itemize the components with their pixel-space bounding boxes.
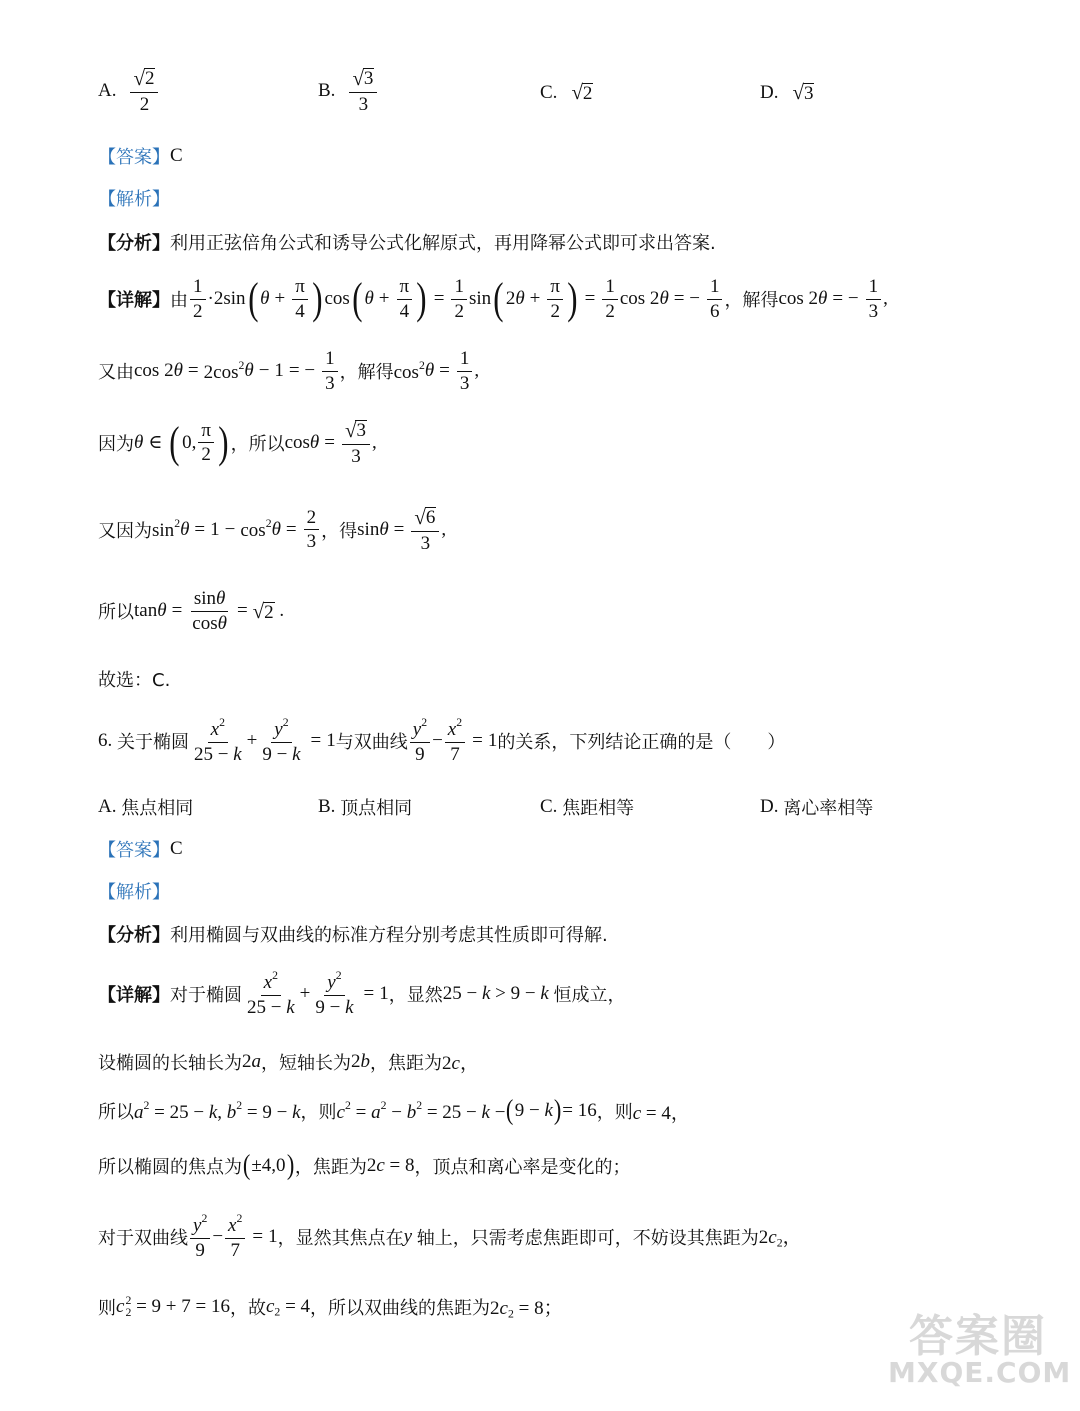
fraction: $\frac{y^2}{9 - k}$ — [262, 716, 301, 765]
fraction: $\frac{x^2}{7}$ — [225, 1212, 245, 1262]
fraction: $\frac{y^2}{9 - k}$ — [315, 969, 354, 1018]
stem-text: 的关系，下列结论正确的是（ ） — [497, 731, 786, 753]
step-text: 对于双曲线 — [98, 1227, 188, 1249]
fenxi-text: 利用椭圆与双曲线的标准方程分别考虑其性质即可得解. — [170, 925, 608, 946]
detail-step-3: 所以 $a^2 = 25 - k$, $b^2 = 9 - k$ ，则 $c^2 = a^2 - b^2 = 25 - k$ − ( 9 − k ) = 16 ，则 c = 4， — [98, 1095, 690, 1126]
option-a — [98, 66, 160, 116]
fenxi-tag: 【分析】 — [98, 233, 170, 254]
stem-text: 与双曲线 — [335, 731, 408, 753]
step-text: ，短轴长为 — [261, 1052, 351, 1074]
step-text: ，解得 — [724, 290, 779, 312]
detail-step-5: 所以 tan θ = $\frac{\sin\theta}{\cos\theta}$ = √ 2 . — [98, 588, 285, 634]
detail-step-3: 因为 θ ∈ ( 0, $\frac{\pi}{2}$ ) ，所以 cos θ = √ 3 3 , — [98, 417, 377, 467]
option-letter: B. — [318, 796, 336, 817]
step-text: ，所以 — [230, 433, 285, 455]
fraction: $\frac{x^2}{25 - k}$ — [247, 969, 295, 1018]
step-text: 所以 — [98, 1102, 134, 1123]
step-text: 对于椭圆 — [170, 984, 242, 1006]
analysis-heading — [98, 878, 170, 904]
option-a — [98, 794, 193, 820]
option-text: 顶点相同 — [340, 798, 413, 819]
step-text: ，故 — [229, 1298, 266, 1320]
option-text: 焦点相同 — [121, 798, 194, 819]
answer-line — [98, 143, 183, 169]
fraction: $\frac{y^2}{9}$ — [410, 716, 430, 766]
fraction: $\frac{x^2}{7}$ — [445, 716, 465, 766]
answer-value: C — [170, 838, 183, 859]
option-letter: C. — [540, 796, 558, 817]
option-letter: D. — [760, 796, 779, 817]
fraction: $\frac{1}{6}$ — [707, 276, 723, 323]
question-6-stem: 6. 关于椭圆 $\frac{x^2}{25 - k}$ + $\frac{y^2}{9 - k}$ = 1 与双曲线 $\frac{y^2}{9}$ − $\frac{x^2}{7}$ = 1 的关系，下列结论正确的是（ ） — [98, 716, 786, 765]
xiangjie-tag: 【详解】 — [98, 290, 170, 312]
step-text: ，顶点和离心率是变化的； — [414, 1157, 631, 1178]
option-letter: B. — [318, 79, 336, 101]
fraction: $\frac{\pi}{2}$ — [198, 420, 214, 467]
fraction: $\frac{\pi}{4}$ — [397, 276, 413, 323]
step-text: ，得 — [321, 520, 358, 542]
answer-tag: 【答案】 — [98, 147, 170, 168]
option-b — [318, 794, 412, 820]
fraction: $\frac{1}{3}$ — [866, 276, 882, 323]
conclusion — [98, 666, 170, 692]
fenxi-text: 利用正弦倍角公式和诱导公式化解原式，再用降幂公式即可求出答案. — [170, 233, 716, 254]
detail-step-2: 又由 cos 2 θ = $2\cos^2$ θ − 1 = − $\frac{1}{3}$ ，解得 $\cos^2$ θ = $\frac{1}{3}$ , — [98, 348, 480, 394]
analysis-tag: 【解析】 — [98, 882, 170, 903]
step-text: ，则 — [300, 1102, 337, 1123]
detail-step-2: 设椭圆的长轴长为 2a ，短轴长为 2b ，焦距为 2c， — [98, 1050, 479, 1074]
step-text: 故选：C. — [98, 670, 171, 691]
fraction: √ 3 3 — [342, 418, 370, 468]
option-text: 离心率相等 — [783, 798, 874, 819]
step-text: 又因为 — [98, 520, 152, 542]
step-text: ，显然其焦点在 — [277, 1227, 404, 1249]
step-text: 由 — [170, 290, 188, 312]
step-text: 恒成立， — [553, 984, 626, 1006]
step-text: ，焦距为 — [294, 1157, 367, 1178]
fraction: $\frac{2}{3}$ — [304, 507, 320, 554]
option-c: C. √ 2 — [540, 80, 593, 105]
detail-step-5: 对于双曲线 $\frac{y^2}{9}$ − $\frac{x^2}{7}$ = 1 ，显然其焦点在 y 轴上，只需考虑焦距即可，不妨设其焦距为 $2c_2$， — [98, 1212, 802, 1261]
fraction: $\frac{x^2}{25 - k}$ — [194, 716, 242, 765]
option-d: D. √ 3 — [760, 80, 814, 105]
option-text: 焦距相等 — [562, 798, 635, 819]
detail-step-1: 【详解】 由 $\frac{1}{2}$ ·2sin ( θ + $\frac{\pi}{4}$ ) cos ( θ + $\frac{\pi}{4}$ ) = $\frac{1}{2}$ sin ( 2 θ + $\frac{\pi}{2}$ ) = $\frac{1}{2}$ cos 2 θ = − $\frac{1}{6}$ ，解得 cos 2 θ = − $\frac{1}{3}$ , — [98, 274, 888, 324]
analysis-heading — [98, 185, 170, 211]
option-letter: C. — [540, 81, 558, 103]
answer-tag: 【答案】 — [98, 840, 170, 861]
step-text: 所以 — [98, 602, 134, 624]
step-text: 设椭圆的长轴长为 — [98, 1052, 242, 1074]
step-text: ，显然 — [388, 984, 443, 1006]
fraction: $\frac{1}{2}$ — [602, 276, 618, 323]
fraction: √ 3 3 — [349, 66, 377, 116]
fraction: $\frac{1}{3}$ — [322, 348, 338, 395]
stem-text: 关于椭圆 — [117, 731, 189, 753]
fenxi-tag: 【分析】 — [98, 925, 170, 946]
fraction: $\frac{\sin\theta}{\cos\theta}$ — [192, 588, 227, 634]
fraction: √ 2 2 — [130, 66, 158, 116]
watermark-logo — [888, 1311, 1072, 1405]
option-letter: A. — [98, 79, 117, 101]
detail-step-4: 所以椭圆的焦点为 ( ±4,0 ) ，焦距为 2c = 8 ，顶点和离心率是变化的； — [98, 1150, 631, 1181]
option-b — [318, 66, 379, 116]
step-text: 因为 — [98, 433, 134, 455]
step-text: ，解得 — [339, 362, 394, 384]
fraction: √ 6 3 — [411, 505, 439, 555]
xiangjie-tag: 【详解】 — [98, 984, 170, 1006]
step-text: 则 — [98, 1298, 116, 1320]
option-c — [540, 794, 634, 820]
step-text: 又由 — [98, 362, 134, 384]
option-letter: D. — [760, 81, 779, 103]
fraction: $\frac{1}{3}$ — [457, 348, 473, 395]
detail-step-1: 【详解】 对于椭圆 $\frac{x^2}{25 - k}$ + $\frac{y^2}{9 - k}$ = 1 ，显然 25 − k > 9 − k 恒成立， — [98, 969, 626, 1018]
detail-step-4: 又因为 $\sin^2$ θ = 1 − $\cos^2$ θ = $\frac{2}{3}$ ，得 sin θ = √ 6 3 , — [98, 505, 447, 554]
step-text: 所以椭圆的焦点为 — [98, 1157, 242, 1178]
step-text: ，焦距为 — [370, 1052, 442, 1074]
fenxi-line — [98, 229, 716, 255]
option-d — [760, 794, 873, 820]
fenxi-line — [98, 921, 608, 947]
fraction: $\frac{\pi}{2}$ — [547, 276, 563, 323]
option-letter: A. — [98, 796, 117, 817]
analysis-tag: 【解析】 — [98, 189, 170, 210]
step-text: 轴上，只需考虑焦距即可，不妨设其焦距为 — [416, 1227, 759, 1249]
detail-step-6: 则 c 2 2 = 9 + 7 = 16 ，故 $c_2 = 4$ ，所以双曲线的焦距为 $2c_2 = 8$； — [98, 1294, 563, 1321]
step-text: ，所以双曲线的焦距为 — [310, 1298, 491, 1320]
fraction: $\frac{y^2}{9}$ — [190, 1212, 210, 1262]
answer-value: C — [170, 145, 183, 166]
watermark-top: 答案圈 — [909, 1311, 1047, 1362]
fraction: $\frac{\pi}{4}$ — [292, 276, 308, 323]
watermark-bottom: MXQE.COM — [888, 1356, 1072, 1389]
question-number: 6. — [98, 729, 113, 751]
answer-line — [98, 836, 183, 862]
fraction: $\frac{1}{2}$ — [190, 276, 206, 323]
fraction: $\frac{1}{2}$ — [451, 276, 467, 323]
